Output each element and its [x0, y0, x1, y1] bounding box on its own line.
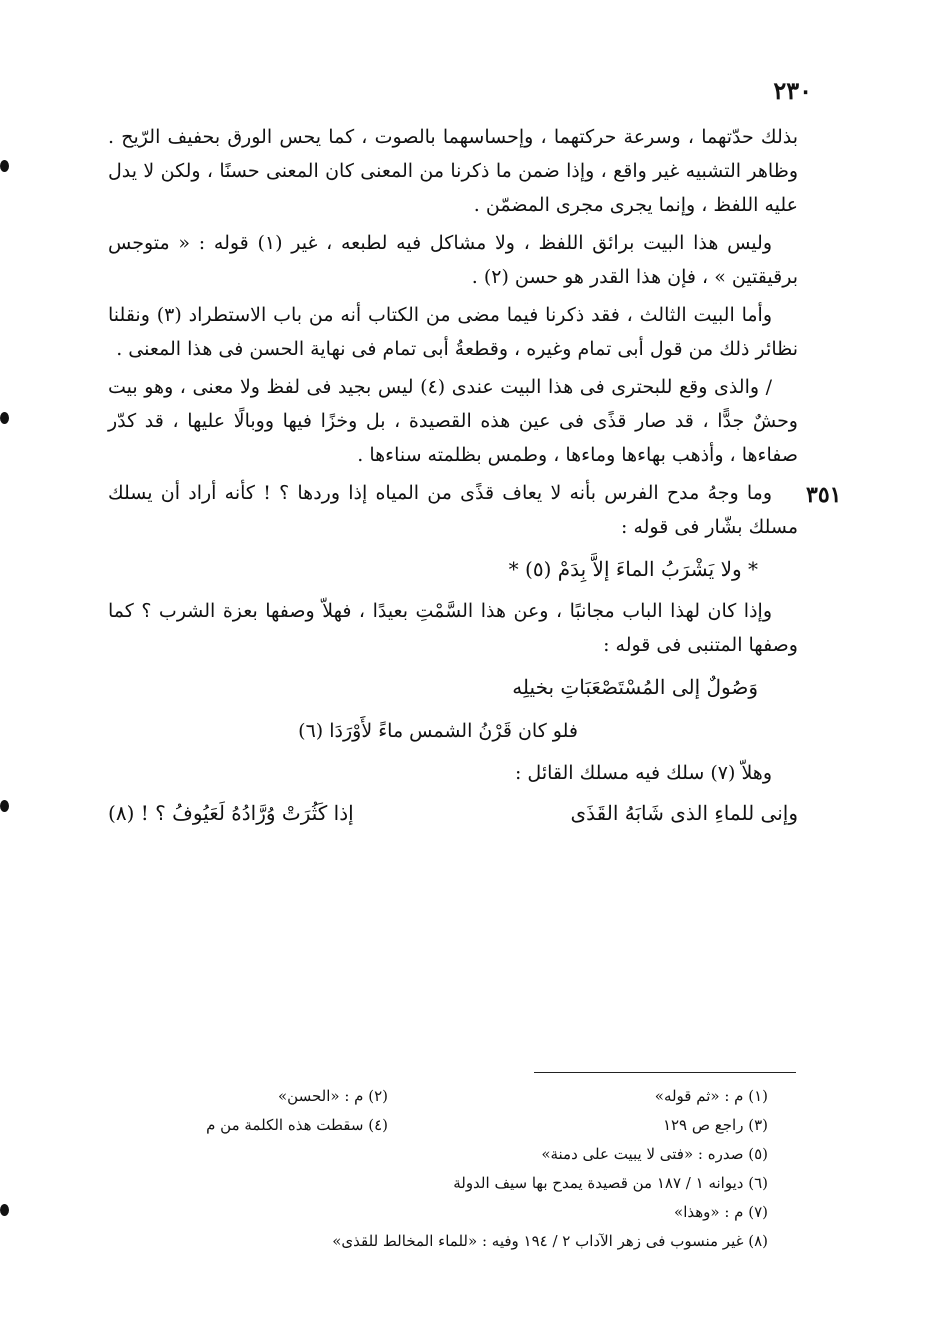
footnote-row: [118, 1198, 768, 1227]
footnote-row: [118, 1111, 768, 1140]
verse-second-half: إذا كَثُرَتْ وُرَّادُهُ لَعَيُوفُ ؟ ! (٨): [108, 801, 354, 825]
main-text: [108, 120, 798, 832]
binding-hole-mark: [0, 412, 9, 424]
binding-hole-mark: [0, 800, 9, 812]
paragraph: بذلك حدّتهما ، وسرعة حركتهما ، وإحساسهما بالصوت ، كما يحس الورق بحفيف الرّيح . وظاهر التشبيه غير واقع ، وإذا ضمن ما ذكرنا من المعنى كان المعنى حسنًا ، ولكن لا يدل عليه اللفظ ، وإنما يجرى مجرى المضمّن .: [108, 126, 798, 216]
footnotes: [118, 1082, 768, 1256]
footnote-row: [118, 1140, 768, 1169]
footnote: (٣) راجع ص ١٢٩: [662, 1116, 768, 1134]
margin-page-reference: ٣٥١: [806, 482, 842, 508]
verse-second-half: فلو كان قَرْنُ الشمس ماءً لأَوْرَدَا (٦): [298, 720, 578, 742]
footnote-divider: [534, 1072, 796, 1073]
verse-hemistich: * ولا يَشْرَبُ الماءَ إلاَّ بِدَمْ (٥) *: [508, 557, 758, 581]
binding-hole-mark: [0, 160, 9, 172]
footnote-row: [118, 1169, 768, 1198]
paragraph: وليس هذا البيت برائق اللفظ ، ولا مشاكل فيه لطبعه ، غير (١) قوله : « متوجس برقيقتين » ، فإن هذا القدر هو حسن (٢) .: [108, 232, 798, 288]
footnote: (٦) ديوانه ١ / ١٨٧ من قصيدة يمدح بها سيف الدولة: [453, 1174, 768, 1192]
verse-first-half: وَصُولٌ إلى المُسْتَصْعَبَاتِ بخيلِه: [512, 675, 758, 699]
footnote: (١) م : «ثم قوله»: [654, 1087, 768, 1105]
footnote-row: [118, 1227, 768, 1256]
footnote: (٨) غير منسوب فى زهر الآداب ٢ / ١٩٤ وفيه : «للماء المخالط للقذى»: [332, 1232, 768, 1250]
paragraph: / والذى وقع للبحترى فى هذا البيت عندى (٤) ليس بجيد فى لفظ ولا معنى ، وهو بيت وحشٌ جدًّا ، قد صار قذًى فى عين هذه القصيدة ، بل وخزًا فيها ووبالًا عليها ، قد كدّر صفاءها ، وأذهب بهاءها وماءها ، وطمس بظلمته سناءها .: [108, 376, 798, 466]
footnote: (٧) م : «وهذا»: [674, 1203, 768, 1221]
paragraph: وما وجهُ مدح الفرس بأنه لا يعاف قذًى من المياه إذا وردها ؟ ! كأنه أراد أن يسلك مسلك بشّار فى قوله :: [108, 482, 798, 538]
page-number: ٢٣٠: [773, 76, 812, 105]
footnote: (٥) صدره : «فتى لا يبيت على دمنة»: [541, 1145, 768, 1163]
footnote: (٤) سقطت هذه الكلمة من م: [206, 1116, 388, 1134]
verse-line: [108, 794, 798, 832]
binding-hole-mark: [0, 1204, 9, 1216]
footnote-row: [118, 1082, 768, 1111]
footnote: (٢) م : «الحسن»: [278, 1087, 388, 1105]
paragraph: وإذا كان لهذا الباب مجانبًا ، وعن هذا السَّمْتِ بعيدًا ، فهلاّ وصفها بعزة الشرب ؟ كما وصفها المتنبى فى قوله :: [108, 600, 798, 656]
verse-first-half: وإنى للماءِ الذى شَابَهُ القَذَى: [570, 801, 798, 825]
paragraph: وهلاّ (٧) سلك فيه مسلك القائل :: [514, 762, 772, 784]
paragraph: وأما البيت الثالث ، فقد ذكرنا فيما مضى من الكتاب أنه من باب الاستطراد (٣) ونقلنا نظائر ذلك من قول أبى تمام وغيره ، وقطعةُ أبى تمام فى نهاية الحسن فى هذا المعنى .: [108, 304, 798, 360]
